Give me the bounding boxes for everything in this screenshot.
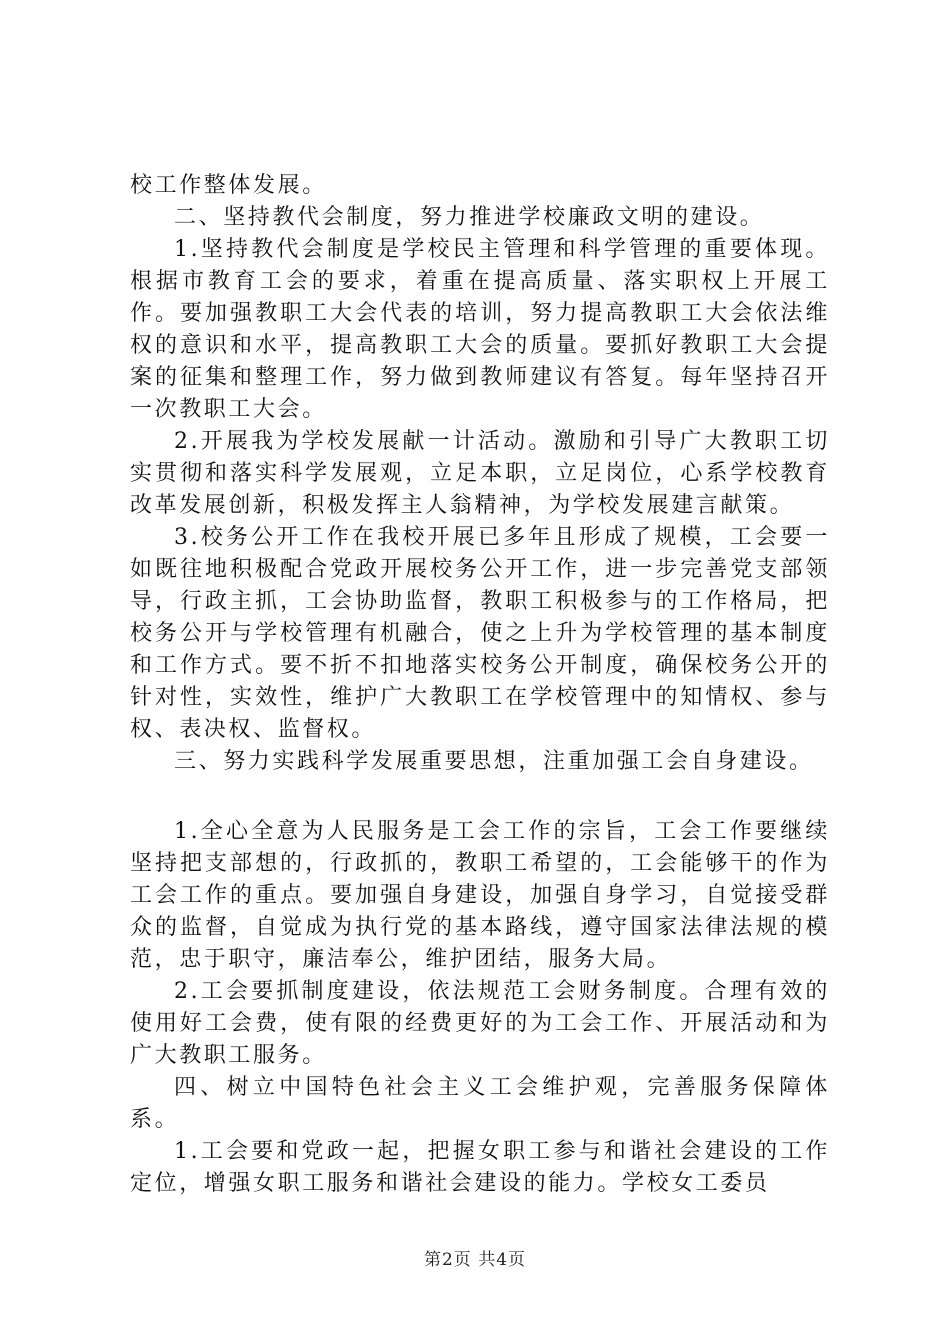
paragraph-2-1: 1.坚持教代会制度是学校民主管理和科学管理的重要体现。根据市教育工会的要求，着重在提高质量、落实职权上开展工作。要加强教职工大会代表的培训，努力提高教职工大会依法维权的意识和水平，提高教职工大会的质量。要抓好教职工大会提案的征集和整理工作，努力做到教师建议有答复。每年坚持召开一次教职工大会。: [130, 237, 830, 422]
document-body: [130, 170, 830, 1200]
paragraph-continuation: 校工作整体发展。: [130, 173, 327, 198]
paragraph-4-1: 1.工会要和党政一起，把握女职工参与和谐社会建设的工作定位，增强女职工服务和谐社会建设的能力。学校女工委员: [130, 1139, 830, 1196]
paragraph-3-2: 2.工会要抓制度建设，依法规范工会财务制度。合理有效的使用好工会费，使有限的经费更好的为工会工作、开展活动和为广大教职工服务。: [130, 979, 830, 1068]
paragraph-3-1: 1.全心全意为人民服务是工会工作的宗旨，工会工作要继续坚持把支部想的，行政抓的，教职工希望的，工会能够干的作为工会工作的重点。要加强自身建设，加强自身学习，自觉接受群众的监督，自觉成为执行党的基本路线，遵守国家法律法规的模范，忠于职守，廉洁奉公，维护团结，服务大局。: [130, 819, 830, 972]
page-number-footer: 第2页 共4页: [423, 1250, 527, 1270]
section-heading-2: 二、坚持教代会制度，努力推进学校廉政文明的建设。: [174, 205, 765, 230]
paragraph-2-3: 3.校务公开工作在我校开展已多年且形成了规模，工会要一如既往地积极配合党政开展校务公开工作，进一步完善党支部领导，行政主抓，工会协助监督，教职工积极参与的工作格局，把校务公开与学校管理有机融合，使之上升为学校管理的基本制度和工作方式。要不折不扣地落实校务公开制度，确保校务公开的针对性，实效性，维护广大教职工在学校管理中的知情权、参与权、表决权、监督权。: [130, 525, 830, 742]
paragraph-2-2: 2.开展我为学校发展献一计活动。激励和引导广大教职工切实贯彻和落实科学发展观，立足本职，立足岗位，心系学校教育改革发展创新，积极发挥主人翁精神，为学校发展建言献策。: [130, 429, 830, 518]
section-heading-3: 三、努力实践科学发展重要思想，注重加强工会自身建设。: [174, 749, 814, 774]
section-heading-4: 四、树立中国特色社会主义工会维护观，完善服务保障体系。: [130, 1075, 830, 1132]
